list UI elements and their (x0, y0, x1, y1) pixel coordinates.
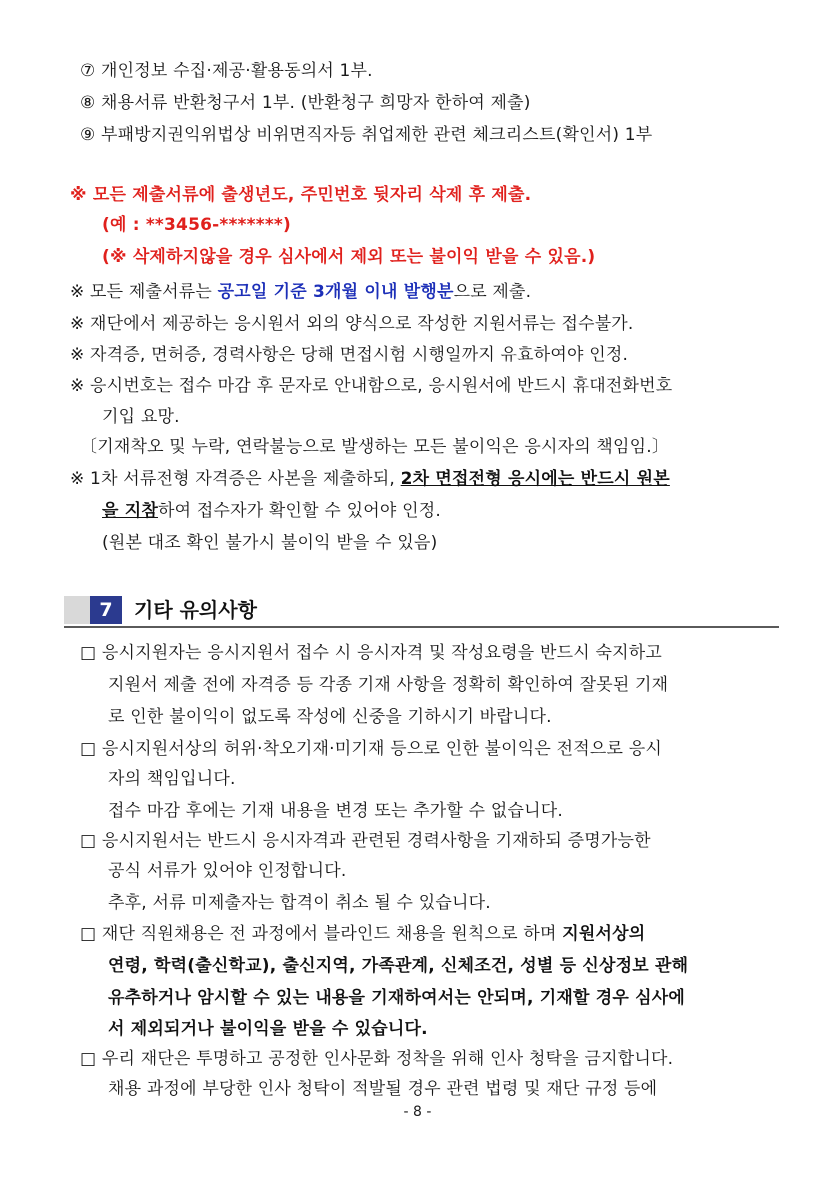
note-applicant-number-line1: ※ 응시번호는 접수 마감 후 문자로 안내함으로, 응시원서에 반드시 휴대전화번호 (70, 376, 673, 396)
note-issue-date-emphasis: 공고일 기준 3개월 이내 발행분 (217, 282, 454, 302)
paragraph-4-emphasis: 지원서상의 (562, 924, 646, 944)
paragraph-3-line1: □ 응시지원서는 반드시 응시자격과 관련된 경력사항을 기재하되 증명가능한 (80, 831, 651, 851)
note-issue-date (70, 281, 531, 303)
note-issue-date-post: 으로 제출. (453, 282, 532, 302)
section-number: 7 (90, 596, 122, 624)
paragraph-1-line1: □ 응시지원자는 응시지원서 접수 시 응시자격 및 작성요령을 반드시 숙지하고 (80, 643, 662, 663)
note-original-document-line2 (102, 500, 441, 522)
paragraph-4-line3: 유추하거나 암시할 수 있는 내용을 기재하여서는 안되며, 기재할 경우 심사에 (108, 988, 686, 1008)
red-notice-example: (예 : **3456-*******) (102, 215, 291, 235)
red-notice-line1: ※ 모든 제출서류에 출생년도, 주민번호 뒷자리 삭제 후 제출. (70, 185, 532, 205)
paragraph-2-line3: 접수 마감 후에는 기재 내용을 변경 또는 추가할 수 없습니다. (108, 801, 563, 821)
paragraph-3-line3: 추후, 서류 미제출자는 합격이 취소 될 수 있습니다. (108, 893, 491, 913)
note-original-document-line3: (원본 대조 확인 불가시 불이익 받을 수 있음) (102, 533, 438, 553)
note-original-emphasis: 2차 면접전형 응시에는 반드시 원본 (400, 469, 670, 489)
section-header-accent (64, 596, 90, 624)
page-number: - 8 - (403, 1104, 432, 1120)
note-original-document-line1 (70, 468, 670, 490)
paragraph-4-line4: 서 제외되거나 불이익을 받을 수 있습니다. (108, 1019, 428, 1039)
note-form-restriction: ※ 재단에서 제공하는 응시원서 외의 양식으로 작성한 지원서류는 접수불가. (70, 314, 634, 334)
note-responsibility: 〔기재착오 및 누락, 연락불능으로 발생하는 모든 불이익은 응시자의 책임임.〕 (80, 437, 670, 457)
paragraph-1-line2: 지원서 제출 전에 자격증 등 각종 기재 사항을 정확히 확인하여 잘못된 기재 (108, 675, 669, 695)
red-notice-warning: (※ 삭제하지않을 경우 심사에서 제외 또는 불이익 받을 수 있음.) (102, 247, 596, 267)
paragraph-2-line2: 자의 책임입니다. (108, 769, 236, 789)
note-certificate-validity: ※ 자격증, 면허증, 경력사항은 당해 면접시험 시행일까지 유효하여야 인정. (70, 345, 629, 365)
list-item-9: ⑨ 부패방지권익위법상 비위면직자등 취업제한 관련 체크리스트(확인서) 1부 (80, 125, 653, 145)
note-original-post: 하여 접수자가 확인할 수 있어야 인정. (157, 501, 441, 521)
paragraph-5-line2: 채용 과정에 부당한 인사 청탁이 적발될 경우 관련 법령 및 재단 규정 등에 (108, 1079, 658, 1099)
list-item-7: ⑦ 개인정보 수집·제공·활용동의서 1부. (80, 61, 373, 81)
note-original-emphasis-cont: 을 지참 (102, 501, 158, 521)
note-applicant-number-line2: 기입 요망. (102, 407, 180, 427)
note-issue-date-pre: ※ 모든 제출서류는 (70, 282, 218, 302)
paragraph-3-line2: 공식 서류가 있어야 인정합니다. (108, 861, 347, 881)
section-title: 기타 유의사항 (134, 598, 257, 622)
list-item-8: ⑧ 채용서류 반환청구서 1부. (반환청구 희망자 한하여 제출) (80, 93, 531, 113)
section-header (64, 596, 779, 628)
paragraph-4-line1 (80, 923, 645, 945)
note-original-pre: ※ 1차 서류전형 자격증은 사본을 제출하되, (70, 469, 401, 489)
paragraph-4-pre: □ 재단 직원채용은 전 과정에서 블라인드 채용을 원칙으로 하며 (80, 924, 563, 944)
paragraph-5-line1: □ 우리 재단은 투명하고 공정한 인사문화 정착을 위해 인사 청탁을 금지합니다. (80, 1049, 674, 1069)
paragraph-1-line3: 로 인한 불이익이 없도록 작성에 신중을 기하시기 바랍니다. (108, 707, 552, 727)
paragraph-2-line1: □ 응시지원서상의 허위·착오기재·미기재 등으로 인한 불이익은 전적으로 응시 (80, 739, 662, 759)
paragraph-4-line2: 연령, 학력(출신학교), 출신지역, 가족관계, 신체조건, 성별 등 신상정보 관해 (108, 956, 689, 976)
